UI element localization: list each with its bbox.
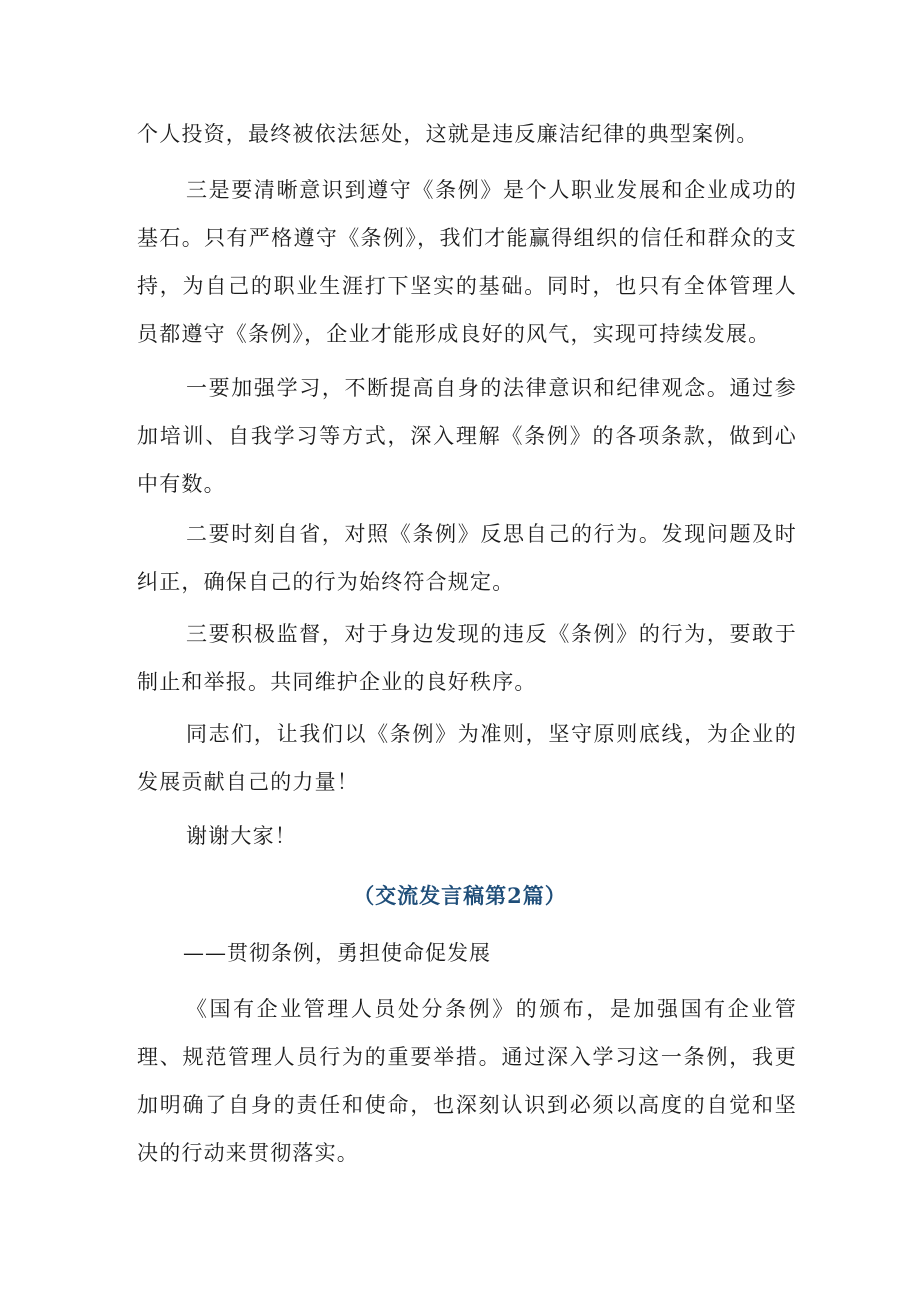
- paragraph-closing: 同志们，让我们以《条例》为准则，坚守原则底线，为企业的发展贡献自己的力量！: [137, 722, 797, 794]
- paragraph-requirement-three: 三要积极监督，对于身边发现的违反《条例》的行为，要敢于制止和举报。共同维护企业的良好秩序。: [137, 622, 797, 694]
- paragraph-thanks: 谢谢大家！: [186, 824, 297, 848]
- paragraph-introduction: 《国有企业管理人员处分条例》的颁布，是加强国有企业管理、规范管理人员行为的重要举措。通过深入学习这一条例，我更加明确了自身的责任和使命，也深刻认识到必须以高度的自觉和坚决的行动来贯彻落实。: [137, 997, 797, 1165]
- section-subtitle: ——贯彻条例，勇担使命促发展: [183, 941, 491, 965]
- paragraph-continuation: 个人投资，最终被依法惩处，这就是违反廉洁纪律的典型案例。: [137, 122, 759, 146]
- paragraph-requirement-one: 一要加强学习，不断提高自身的法律意识和纪律观念。通过参加培训、自我学习等方式，深入理解《条例》的各项条款，做到心中有数。: [137, 376, 797, 496]
- paragraph-requirement-two: 二要时刻自省，对照《条例》反思自己的行为。发现问题及时纠正，确保自己的行为始终符合规定。: [137, 522, 797, 594]
- paragraph-point-three: 三是要清晰意识到遵守《条例》是个人职业发展和企业成功的基石。只有严格遵守《条例》，我们才能赢得组织的信任和群众的支持，为自己的职业生涯打下坚实的基础。同时，也只有全体管理人员都遵守《条例》，企业才能形成良好的风气，实现可持续发展。: [137, 178, 797, 346]
- section-heading: （交流发言稿第2篇）: [353, 883, 567, 908]
